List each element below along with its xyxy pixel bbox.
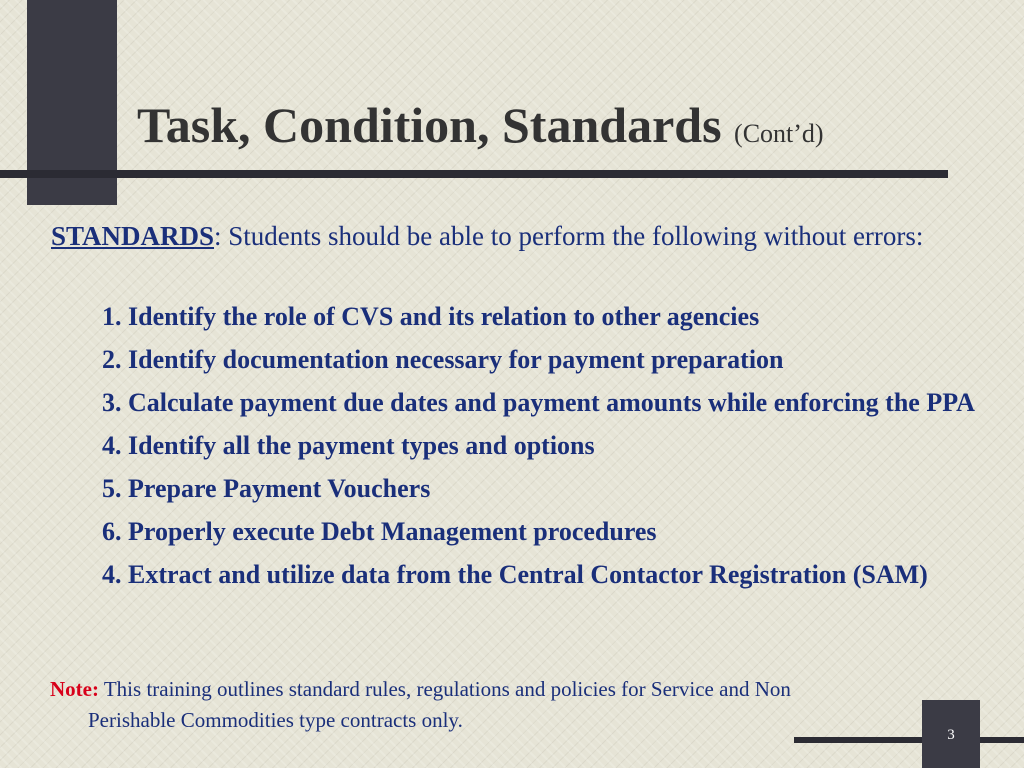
slide-title <box>137 96 824 154</box>
training-note <box>50 674 848 736</box>
slide-title-text: Task, Condition, Standards <box>137 97 722 153</box>
list-item: 3. Calculate payment due dates and payment amounts while enforcing the PPA <box>102 388 975 417</box>
list-item: 4. Extract and utilize data from the Central Contactor Registration (SAM) <box>102 560 928 589</box>
list-item: 5. Prepare Payment Vouchers <box>102 474 431 503</box>
list-item: 4. Identify all the payment types and options <box>102 431 595 460</box>
standards-intro-text: : Students should be able to perform the following without errors: <box>214 221 924 251</box>
note-label: Note: <box>50 677 99 701</box>
list-item: 1. Identify the role of CVS and its relation to other agencies <box>102 302 760 331</box>
list-item: 2. Identify documentation necessary for payment preparation <box>102 345 784 374</box>
slide-title-suffix: (Cont’d) <box>734 119 824 148</box>
title-underline-bar <box>0 170 948 178</box>
standards-keyword: STANDARDS <box>51 221 215 251</box>
standards-list <box>102 300 992 601</box>
note-text: This training outlines standard rules, regulations and policies for Service and Non Perishable Commodities type contracts only. <box>88 677 791 732</box>
list-item: 6. Properly execute Debt Management procedures <box>102 517 657 546</box>
standards-intro <box>51 219 991 254</box>
footer-bar <box>794 737 1024 743</box>
page-number: 3 <box>947 727 955 743</box>
